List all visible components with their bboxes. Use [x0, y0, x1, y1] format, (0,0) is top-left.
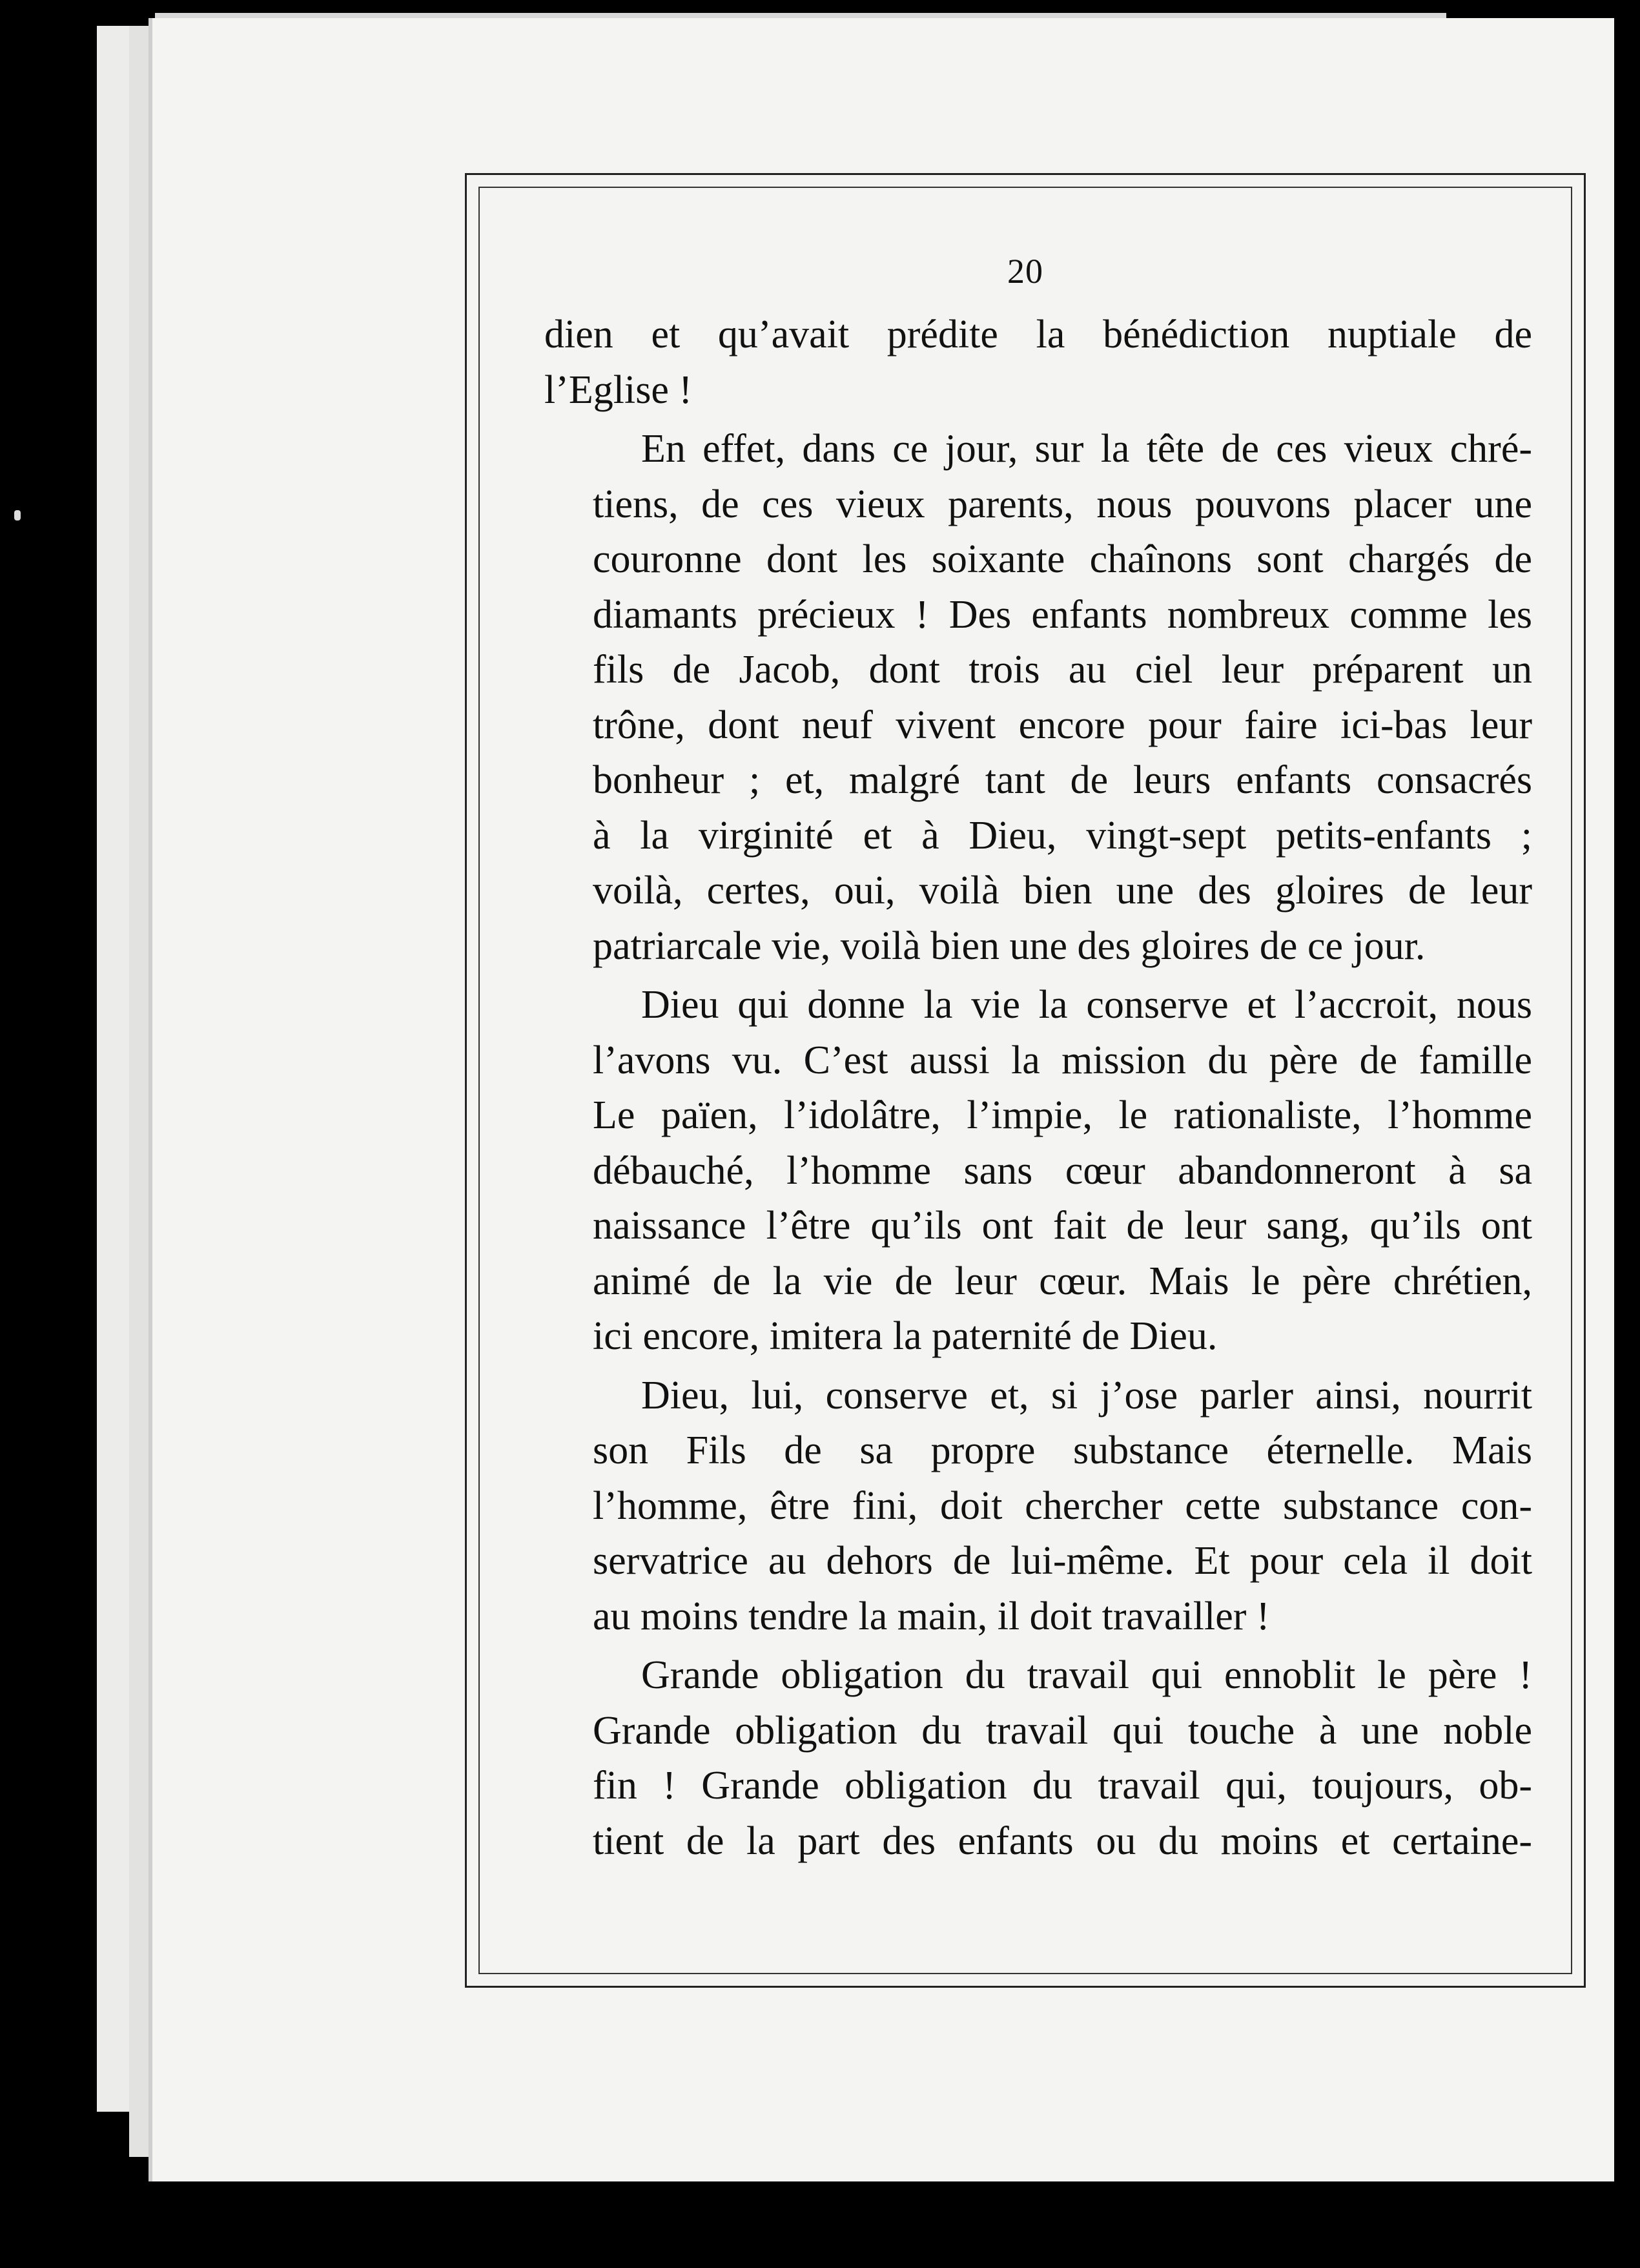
text-line: servatrice au dehors de lui-même. Et pour cela il doit — [593, 1539, 1532, 1583]
text-line: Dieu qui donne la vie la conserve et l’accroit, nous — [641, 983, 1532, 1027]
text-line: tiens, de ces vieux parents, nous pouvons placer une — [593, 482, 1532, 526]
text-line: l’avons vu. C’est aussi la mission du père de famille — [593, 1038, 1532, 1082]
text-line: Grande obligation du travail qui touche à une noble — [593, 1708, 1532, 1753]
paragraph — [544, 307, 1532, 418]
text-line: naissance l’être qu’ils ont fait de leur sang, qu’ils ont — [593, 1204, 1532, 1248]
body-text — [544, 307, 1532, 1869]
text-line: En effet, dans ce jour, sur la tête de ces vieux chré- — [641, 427, 1532, 471]
page-border-frame — [465, 173, 1586, 1988]
text-line: au moins tendre la main, il doit travailler ! — [593, 1594, 1270, 1638]
page-stack-edge-inner — [129, 26, 150, 2157]
text-line: à la virginité et à Dieu, vingt-sept petits-enfants ; — [593, 813, 1532, 858]
text-line: débauché, l’homme sans cœur abandonneront à sa — [593, 1148, 1532, 1193]
text-line: ici encore, imitera la paternité de Dieu. — [593, 1314, 1218, 1358]
text-line: l’Eglise ! — [544, 367, 692, 412]
paragraph — [544, 1648, 1532, 1869]
text-line: patriarcale vie, voilà bien une des gloires de ce jour. — [593, 923, 1426, 968]
text-line: bonheur ; et, malgré tant de leurs enfants consacrés — [593, 758, 1532, 802]
page-sheet — [149, 18, 1614, 2181]
text-line: tient de la part des enfants ou du moins et certaine- — [593, 1819, 1532, 1863]
text-line: animé de la vie de leur cœur. Mais le père chrétien, — [593, 1259, 1532, 1303]
text-line: couronne dont les soixante chaînons sont chargés de — [593, 537, 1532, 581]
text-line: l’homme, être fini, doit chercher cette substance con- — [593, 1483, 1532, 1528]
text-line: fils de Jacob, dont trois au ciel leur préparent un — [593, 648, 1532, 692]
text-line: dien et qu’avait prédite la bénédiction nuptiale de — [544, 313, 1532, 356]
paragraph — [544, 978, 1532, 1365]
text-line: Grande obligation du travail qui ennoblit le père ! — [641, 1653, 1532, 1697]
page-number: 20 — [1007, 252, 1043, 291]
text-line: voilà, certes, oui, voilà bien une des gloires de leur — [593, 869, 1532, 912]
text-line: son Fils de sa propre substance éternelle. Mais — [593, 1428, 1532, 1472]
text-line: Dieu, lui, conserve et, si j’ose parler ainsi, nourrit — [641, 1373, 1532, 1418]
text-line: fin ! Grande obligation du travail qui, toujours, ob- — [593, 1764, 1532, 1808]
scan-speck — [14, 510, 21, 521]
text-line: trône, dont neuf vivent encore pour faire ici-bas leur — [593, 703, 1532, 747]
text-line: diamants précieux ! Des enfants nombreux comme les — [593, 592, 1532, 637]
paragraph — [544, 422, 1532, 974]
paragraph — [544, 1368, 1532, 1645]
text-line: Le païen, l’idolâtre, l’impie, le rationaliste, l’homme — [593, 1093, 1532, 1137]
